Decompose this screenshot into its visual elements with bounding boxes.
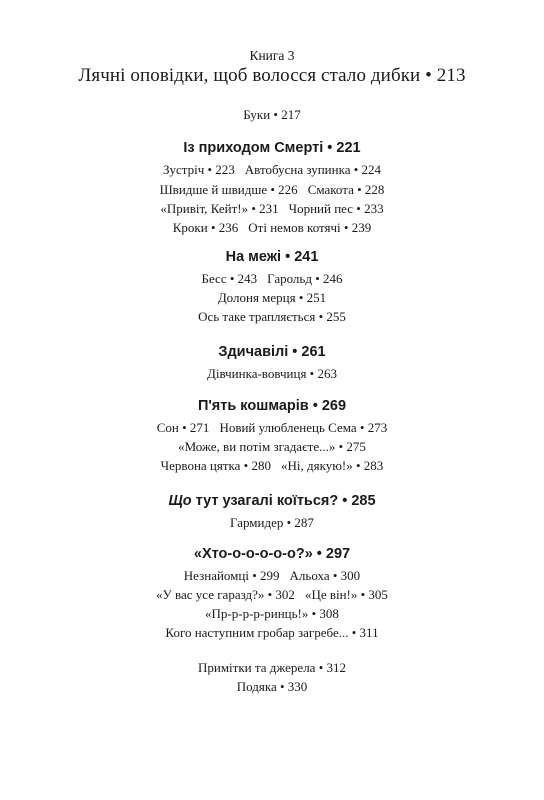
toc-entry: «Може, ви потім згадаєте...» • 275 — [178, 439, 366, 454]
section-title-whooo: «Хто-о-о-о-о-о?» • 297 — [193, 546, 351, 562]
toc-entry: Зустріч • 223 — [162, 162, 235, 177]
book-number-label: Книга 3 — [249, 48, 295, 63]
toc-entry-notes: Примітки та джерела • 312 — [197, 660, 347, 675]
section-title-whats-going-on — [0, 493, 544, 509]
toc-entry: Дівчинка-вовчиця • 263 — [207, 366, 337, 381]
toc-entry: Кого наступним гробар загребе... • 311 — [165, 625, 379, 640]
toc-entry-row — [0, 568, 544, 584]
section-title-feral: Здичавілі • 261 — [218, 344, 326, 360]
toc-entry: Незнайомці • 299 — [183, 568, 280, 583]
toc-entry: Кроки • 236 — [172, 220, 239, 235]
toc-entry: Швидше й швидше • 226 — [159, 182, 298, 197]
toc-entry-row — [0, 162, 544, 178]
toc-entry-row — [0, 182, 544, 198]
toc-entry: Ось таке трапляється • 255 — [198, 309, 346, 324]
toc-entry: Бесс • 243 — [201, 271, 258, 286]
toc-entry: «Це він!» • 305 — [304, 587, 388, 602]
toc-entry-row — [0, 220, 544, 236]
toc-entry: Оті немов котячі • 239 — [248, 220, 372, 235]
toc-entry-row — [0, 420, 544, 436]
toc-entry: Новий улюбленець Сема • 273 — [219, 420, 388, 435]
section-title-nightmares: П'ять кошмарів • 269 — [197, 398, 347, 414]
toc-entry: Автобусна зупинка • 224 — [244, 162, 382, 177]
toc-entry: Червона цятка • 280 — [160, 458, 271, 473]
toc-entry: Смакота • 228 — [307, 182, 385, 197]
toc-entry-row — [0, 271, 544, 287]
section-title-italic-word: Що — [168, 493, 192, 509]
section-title-edge: На межі • 241 — [225, 249, 319, 265]
toc-entry: Чорний пес • 233 — [288, 201, 384, 216]
section-title-rest: тут узагалі коїться? • 285 — [191, 493, 376, 509]
toc-entry-row — [0, 201, 544, 217]
toc-entry-row — [0, 458, 544, 474]
toc-entry: Альоха • 300 — [289, 568, 361, 583]
toc-entry: Сон • 271 — [156, 420, 210, 435]
toc-entry: Гармидер • 287 — [230, 515, 314, 530]
toc-entry-row — [0, 587, 544, 603]
book-title: Лячні оповідки, щоб волосся стало дибки • 213 — [78, 65, 466, 86]
toc-entry: «Привіт, Кейт!» • 231 — [160, 201, 279, 216]
section-title-death: Із приходом Смерті • 221 — [183, 140, 361, 156]
toc-entry: «Пр-р-р-р-ринць!» • 308 — [205, 606, 339, 621]
toc-entry-buky: Буки • 217 — [243, 107, 301, 122]
toc-entry-acknowledgements: Подяка • 330 — [236, 679, 308, 694]
toc-entry: Долоня мерця • 251 — [217, 290, 327, 305]
toc-entry: «У вас усе гаразд?» • 302 — [156, 587, 295, 602]
toc-entry: «Ні, дякую!» • 283 — [280, 458, 384, 473]
toc-entry: Гарольд • 246 — [267, 271, 343, 286]
